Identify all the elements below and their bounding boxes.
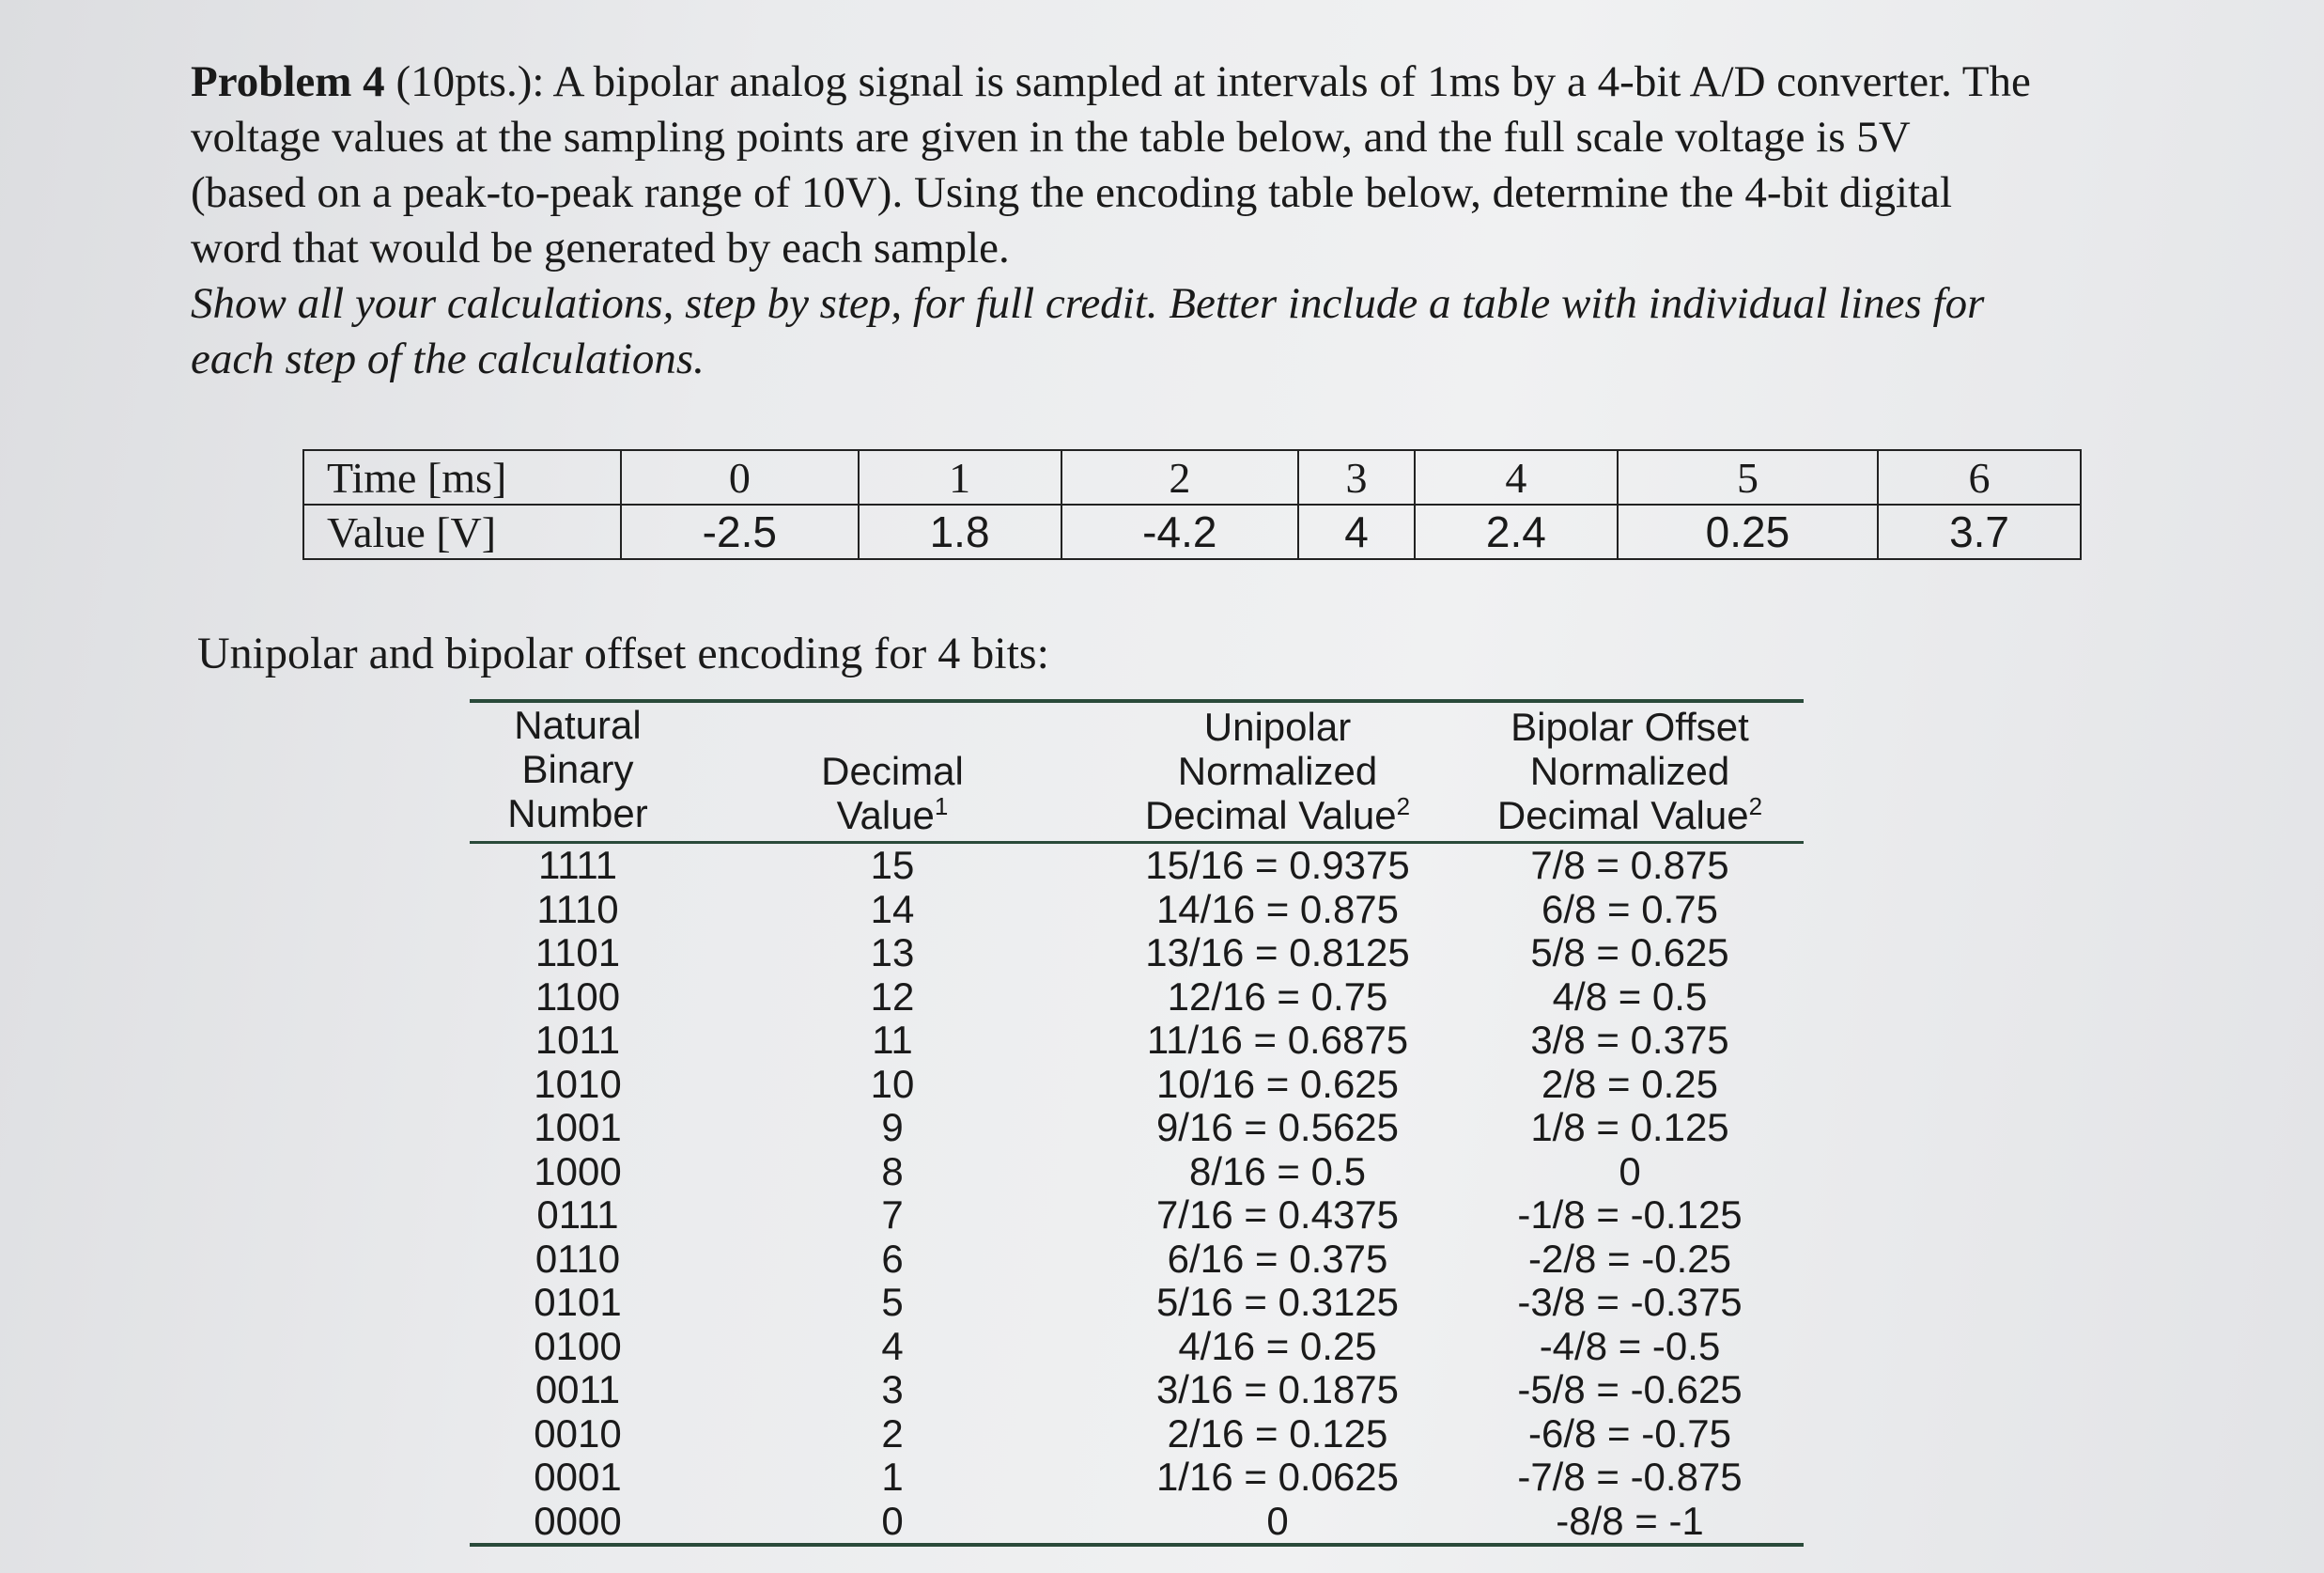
- binary-cell: 0110: [535, 1236, 621, 1281]
- bipolar-cell: 4/8 = 0.5: [1552, 973, 1708, 1019]
- bipolar-cell: -6/8 = -0.75: [1528, 1410, 1731, 1456]
- binary-cell: 1110: [536, 886, 619, 931]
- header-binary-line: Number: [507, 791, 648, 835]
- header-decimal-text: Value: [836, 793, 935, 837]
- decimal-cell: 14: [870, 886, 915, 931]
- header-decimal: [686, 749, 1099, 837]
- unipolar-cell: 13/16 = 0.8125: [1145, 930, 1410, 974]
- binary-cell: 0001: [534, 1455, 622, 1499]
- unipolar-cell: 2/16 = 0.125: [1167, 1410, 1388, 1456]
- header-binary: [470, 703, 686, 835]
- bipolar-cell: -2/8 = -0.25: [1528, 1236, 1731, 1281]
- header-unipolar-line: Unipolar: [1203, 705, 1352, 749]
- binary-cell: 1000: [534, 1148, 622, 1193]
- problem-statement: [191, 55, 2032, 387]
- encoding-row: [470, 1193, 1804, 1238]
- footnote-marker: 1: [934, 792, 949, 820]
- time-cell: 2: [1061, 450, 1299, 505]
- bipolar-cell: 3/8 = 0.375: [1530, 1018, 1729, 1062]
- unipolar-cell: 10/16 = 0.625: [1155, 1061, 1400, 1106]
- value-row: [303, 505, 2081, 559]
- decimal-cell: 6: [881, 1236, 904, 1281]
- binary-cell: 0100: [534, 1323, 622, 1368]
- decimal-cell: 1: [881, 1455, 904, 1499]
- value-cell: -4.2: [1061, 505, 1299, 559]
- encoding-row: [470, 1412, 1804, 1456]
- encoding-row: [470, 1150, 1804, 1194]
- encoding-row: [470, 1368, 1804, 1412]
- decimal-cell: 8: [881, 1148, 904, 1193]
- bipolar-cell: 7/8 = 0.875: [1530, 843, 1729, 887]
- encoding-row: [470, 1063, 1804, 1107]
- time-cell: 3: [1298, 450, 1415, 505]
- header-bipolar-text: Decimal Value: [1496, 793, 1749, 837]
- decimal-cell: 12: [870, 973, 915, 1019]
- samples-table: [302, 449, 2082, 560]
- problem-number: Problem 4: [191, 57, 385, 106]
- value-cell: -2.5: [621, 505, 859, 559]
- header-binary-line: Natural: [514, 703, 642, 747]
- encoding-row: [470, 888, 1804, 932]
- encoding-row: [470, 1106, 1804, 1150]
- header-unipolar-line: [1099, 793, 1456, 837]
- header-binary-line: Binary: [521, 747, 634, 791]
- bipolar-cell: -7/8 = -0.875: [1517, 1455, 1743, 1499]
- header-unipolar-line: Normalized: [1177, 749, 1378, 793]
- unipolar-cell: 8/16 = 0.5: [1189, 1148, 1366, 1193]
- decimal-cell: 3: [881, 1367, 904, 1411]
- encoding-table: [470, 699, 1804, 1547]
- unipolar-cell: 6/16 = 0.375: [1167, 1236, 1388, 1281]
- decimal-cell: 13: [870, 930, 915, 974]
- bipolar-cell: -4/8 = -0.5: [1539, 1323, 1721, 1368]
- unipolar-cell: 4/16 = 0.25: [1178, 1323, 1377, 1368]
- binary-cell: 0011: [535, 1367, 621, 1411]
- binary-cell: 1100: [535, 973, 621, 1019]
- value-cell: 1.8: [859, 505, 1061, 559]
- value-cell: 2.4: [1415, 505, 1618, 559]
- encoding-header-row: [470, 703, 1804, 841]
- time-cell: 6: [1878, 450, 2081, 505]
- encoding-caption: Unipolar and bipolar offset encoding for 4 bits:: [197, 629, 1049, 678]
- binary-cell: 0010: [534, 1410, 622, 1456]
- unipolar-cell: 0: [1266, 1498, 1289, 1543]
- table-bottom-rule: [470, 1543, 1804, 1547]
- encoding-row: [470, 1238, 1804, 1282]
- bipolar-cell: 1/8 = 0.125: [1530, 1105, 1729, 1149]
- header-unipolar: [1099, 705, 1456, 837]
- decimal-cell: 10: [870, 1061, 915, 1106]
- bipolar-cell: 0: [1619, 1148, 1641, 1193]
- time-cell: 0: [621, 450, 859, 505]
- bipolar-cell: -3/8 = -0.375: [1517, 1280, 1743, 1324]
- footnote-marker: 2: [1396, 792, 1411, 820]
- decimal-cell: 2: [881, 1410, 904, 1456]
- encoding-row: [470, 931, 1804, 975]
- decimal-cell: 9: [881, 1105, 904, 1149]
- problem-instructions: Show all your calculations, step by step, for full credit. Better include a table with individual lines for each step of the calculations.: [191, 279, 1985, 383]
- unipolar-cell: 15/16 = 0.9375: [1145, 843, 1410, 887]
- decimal-cell: 4: [881, 1323, 904, 1368]
- value-cell: 3.7: [1878, 505, 2081, 559]
- binary-cell: 1001: [534, 1105, 622, 1149]
- unipolar-cell: 3/16 = 0.1875: [1155, 1367, 1400, 1411]
- binary-cell: 1010: [534, 1061, 622, 1106]
- unipolar-cell: 7/16 = 0.4375: [1155, 1192, 1400, 1237]
- header-bipolar-line: Bipolar Offset: [1511, 705, 1749, 749]
- time-row: [303, 450, 2081, 505]
- bipolar-cell: 2/8 = 0.25: [1542, 1061, 1718, 1106]
- bipolar-cell: -5/8 = -0.625: [1517, 1367, 1743, 1411]
- value-cell: 0.25: [1618, 505, 1878, 559]
- binary-cell: 0000: [534, 1498, 622, 1543]
- header-bipolar: [1456, 705, 1804, 837]
- encoding-row: [470, 1019, 1804, 1063]
- decimal-cell: 15: [870, 843, 915, 887]
- header-unipolar-text: Decimal Value: [1144, 793, 1397, 837]
- decimal-cell: 11: [872, 1018, 913, 1062]
- footnote-marker: 2: [1748, 792, 1763, 820]
- unipolar-cell: 12/16 = 0.75: [1167, 973, 1388, 1019]
- unipolar-cell: 5/16 = 0.3125: [1155, 1280, 1400, 1324]
- encoding-row: [470, 1325, 1804, 1369]
- decimal-cell: 7: [881, 1192, 904, 1237]
- time-cell: 1: [859, 450, 1061, 505]
- time-cell: 5: [1618, 450, 1878, 505]
- bipolar-cell: 6/8 = 0.75: [1542, 886, 1718, 931]
- bipolar-cell: 5/8 = 0.625: [1530, 930, 1729, 974]
- bipolar-cell: -1/8 = -0.125: [1517, 1192, 1743, 1237]
- binary-cell: 0111: [536, 1192, 619, 1237]
- unipolar-cell: 9/16 = 0.5625: [1155, 1105, 1400, 1149]
- decimal-cell: 0: [881, 1498, 904, 1543]
- value-label: Value [V]: [303, 505, 621, 559]
- time-label: Time [ms]: [303, 450, 621, 505]
- unipolar-cell: 1/16 = 0.0625: [1155, 1455, 1400, 1499]
- header-decimal-line: Decimal: [821, 749, 964, 793]
- encoding-row: [470, 975, 1804, 1020]
- encoding-rows: [470, 844, 1804, 1543]
- problem-paragraph: [191, 55, 2032, 276]
- bipolar-cell: -8/8 = -1: [1556, 1498, 1704, 1543]
- binary-cell: 0101: [534, 1280, 622, 1324]
- unipolar-cell: 14/16 = 0.875: [1155, 886, 1400, 931]
- header-bipolar-line: [1456, 793, 1804, 837]
- binary-cell: 1011: [535, 1018, 621, 1062]
- encoding-row: [470, 844, 1804, 888]
- header-decimal-line: [686, 793, 1099, 837]
- binary-cell: 1101: [535, 930, 621, 974]
- value-cell: 4: [1298, 505, 1415, 559]
- encoding-row: [470, 1281, 1804, 1325]
- header-bipolar-line: Normalized: [1529, 749, 1730, 793]
- binary-cell: 1111: [537, 843, 618, 887]
- unipolar-cell: 11/16 = 0.6875: [1146, 1018, 1409, 1062]
- encoding-row: [470, 1456, 1804, 1500]
- problem-text: (10pts.): A bipolar analog signal is sampled at intervals of 1ms by a 4-bit A/D converter. The voltage values at the sampling points are given in the table below, and the full scale voltage is 5V (based on a peak-to-peak range of 10V). Using the encoding table below, determine the 4-bit digital word that would be generated by each sample.: [191, 57, 2031, 273]
- decimal-cell: 5: [881, 1280, 904, 1324]
- time-cell: 4: [1415, 450, 1618, 505]
- encoding-row: [470, 1500, 1804, 1544]
